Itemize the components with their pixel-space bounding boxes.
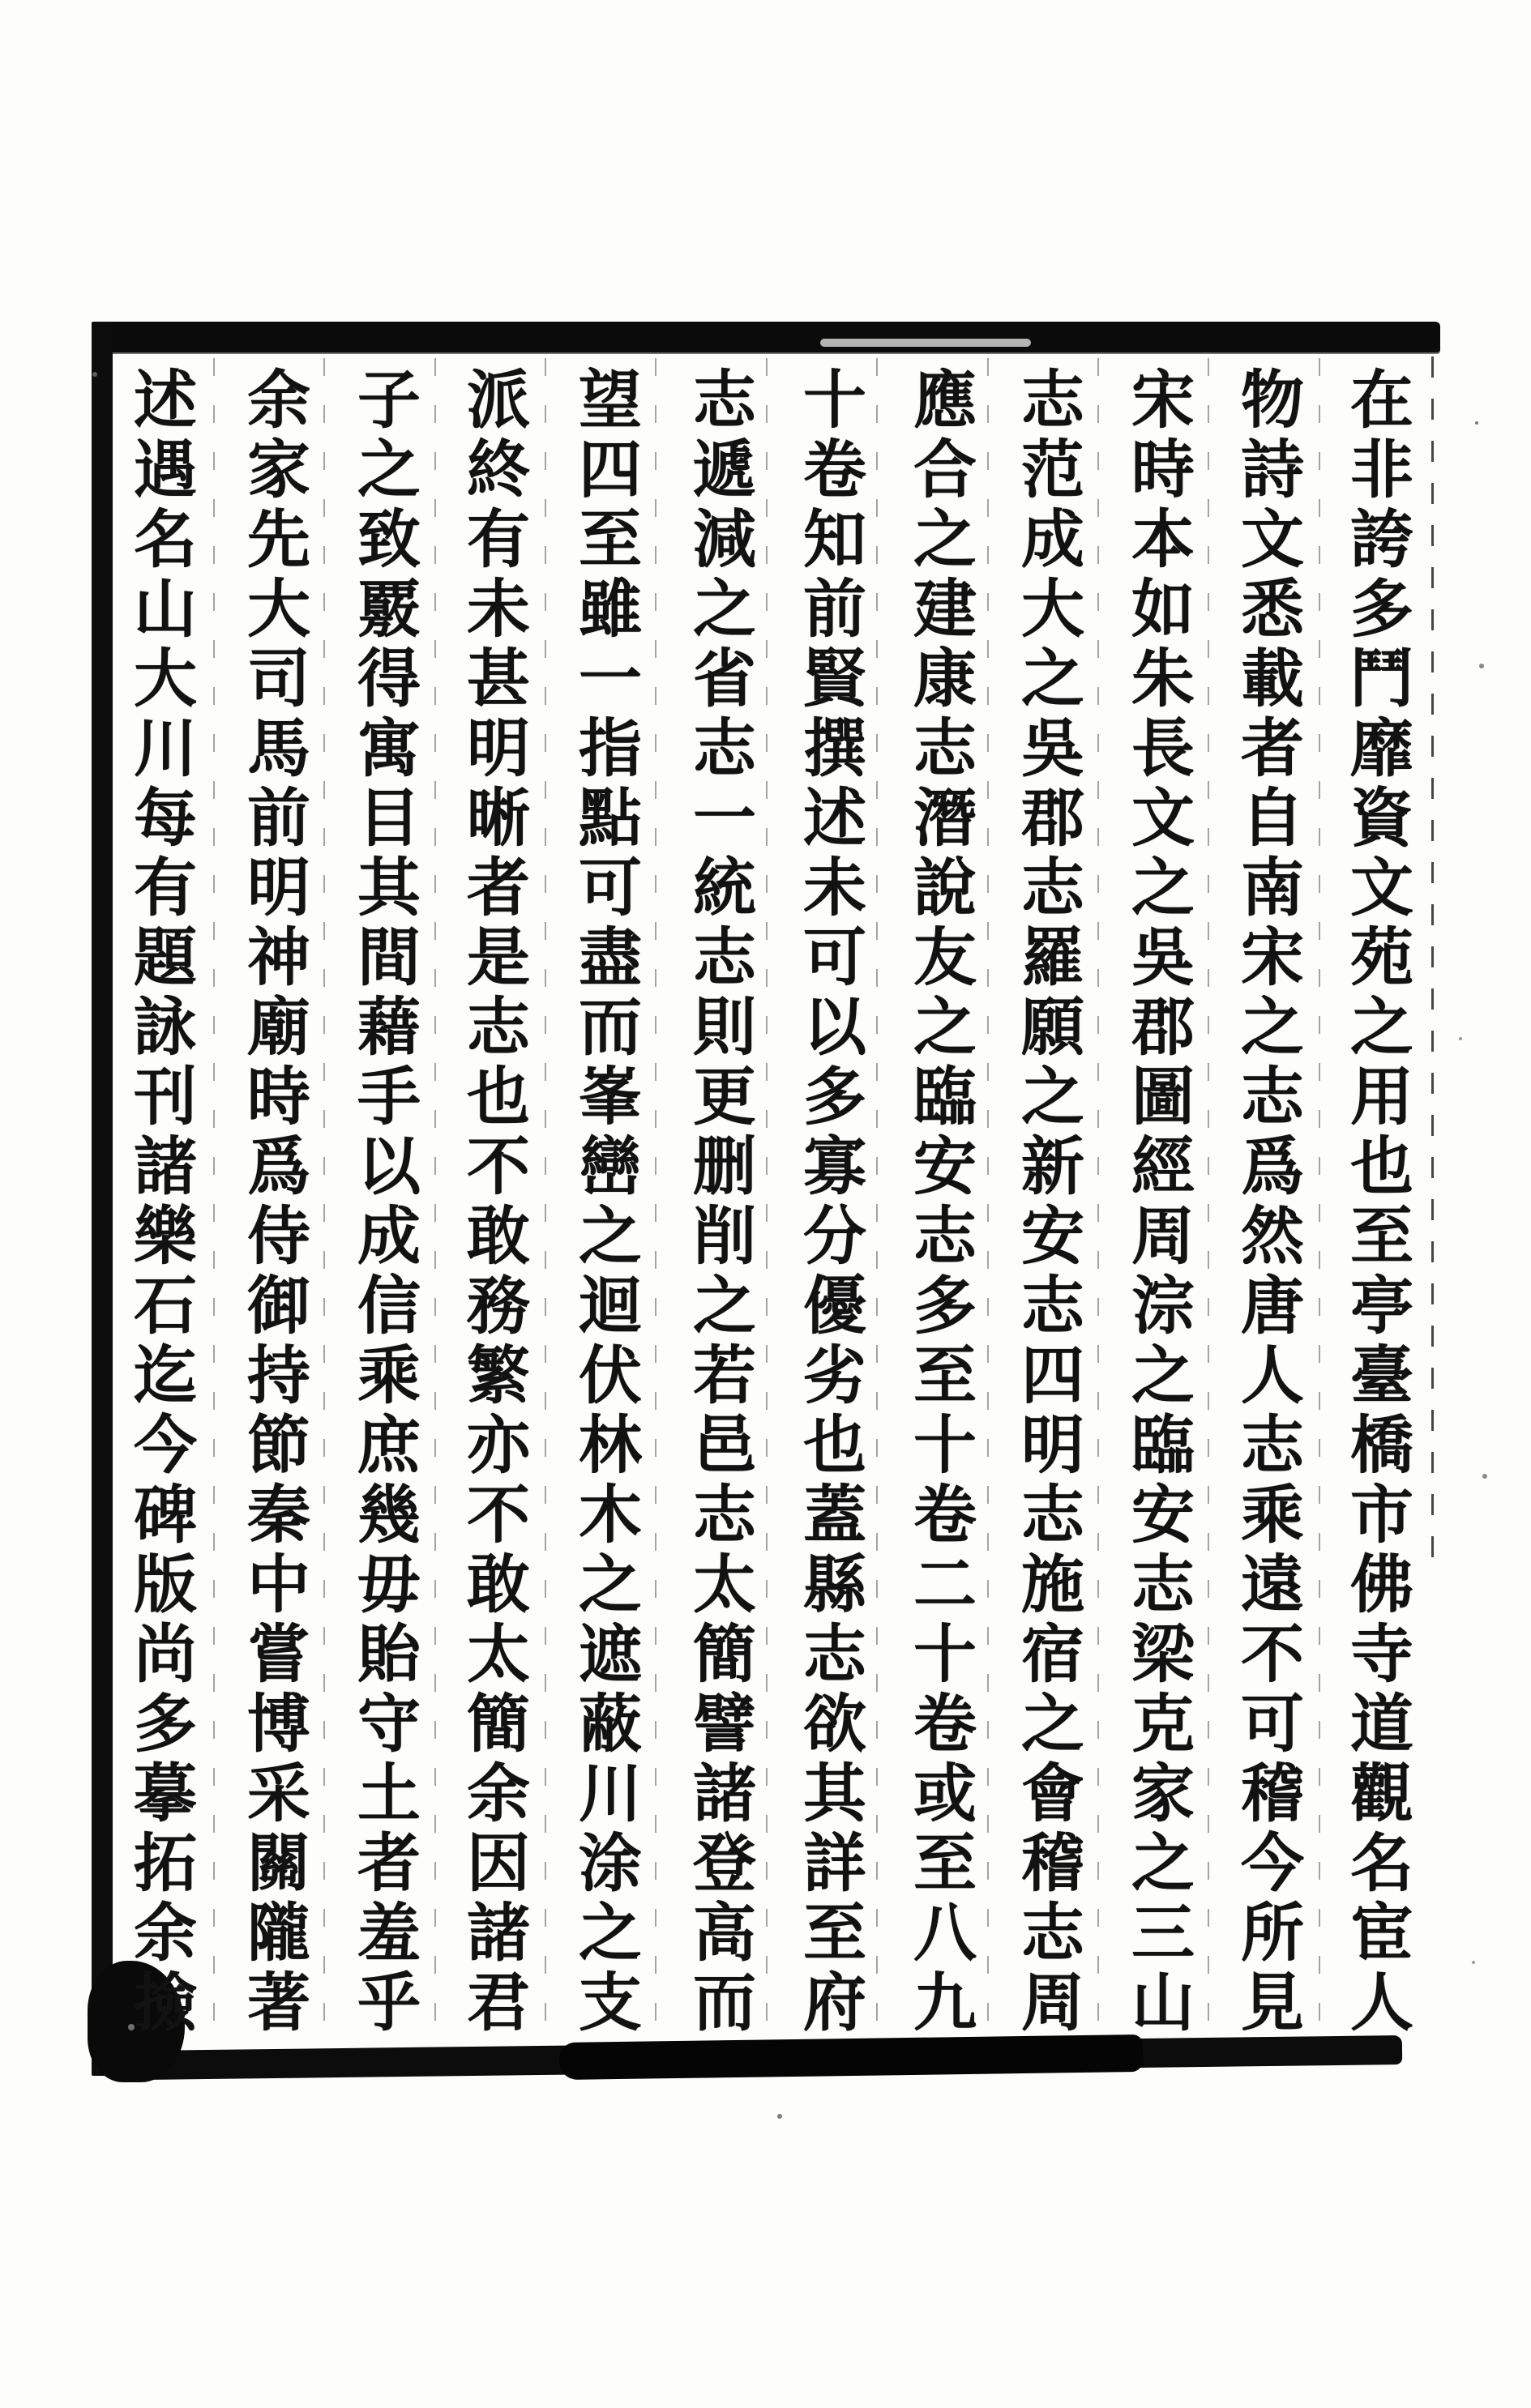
text-column-5: 應合之建康志潛說友之臨安志多至十卷二十卷或至八九 <box>903 366 977 2039</box>
text-column-3: 宋時本如朱長文之吳郡圖經周淙之臨安志梁克家之三山 <box>1121 366 1195 2039</box>
column-rule <box>323 358 325 2034</box>
text-column-8: 望四至雖一指點可盡而峯巒之迴伏林木之遮蔽川涂之支 <box>568 366 642 2039</box>
column-rule <box>434 358 436 2034</box>
column-rule <box>655 358 656 2034</box>
text-column-4: 志范成大之吳郡志羅願之新安志四明志施宿之會稽志周 <box>1011 366 1084 2039</box>
text-column-7: 志遞減之省志一統志則更删削之若邑志太簡譬諸登高而 <box>682 366 756 2039</box>
text-column-11: 余家先大司馬前明神廟時爲侍御持節秦中嘗博采關隴著 <box>237 366 310 2039</box>
text-column-12: 述遇名山大川每有題詠刊諸樂石迄今碑版尚多摹拓余撿 <box>123 366 197 2039</box>
column-rule <box>213 358 215 2034</box>
frame-left-border <box>92 322 113 2076</box>
column-rule <box>876 358 878 2034</box>
scan-speckles <box>1475 421 1478 425</box>
column-rule <box>1208 358 1209 2034</box>
column-rule <box>1097 358 1099 2034</box>
text-column-2: 物詩文悉載者自南宋之志爲然唐人志乘遠不可稽今所見 <box>1230 366 1304 2039</box>
frame-right-rule <box>1431 357 1434 1572</box>
column-rule <box>987 358 989 2034</box>
column-rule <box>766 358 768 2034</box>
column-rule <box>545 358 546 2034</box>
text-column-6: 十卷知前賢撰述未可以多寡分優劣也蓋縣志欲其詳至府 <box>793 366 866 2039</box>
text-column-10: 子之致覈得寓目其間藉手以成信乘庶幾毋貽守土者羞乎 <box>347 366 421 2039</box>
column-rule <box>1319 358 1320 2034</box>
frame-top-border <box>92 322 1440 352</box>
text-column-1: 在非誇多鬥靡資文苑之用也至亭臺橋市佛寺道觀名宦人 <box>1340 366 1413 2039</box>
text-column-9: 派終有未甚明晰者是志也不敢務繁亦不敢太簡余因諸君 <box>456 366 530 2039</box>
